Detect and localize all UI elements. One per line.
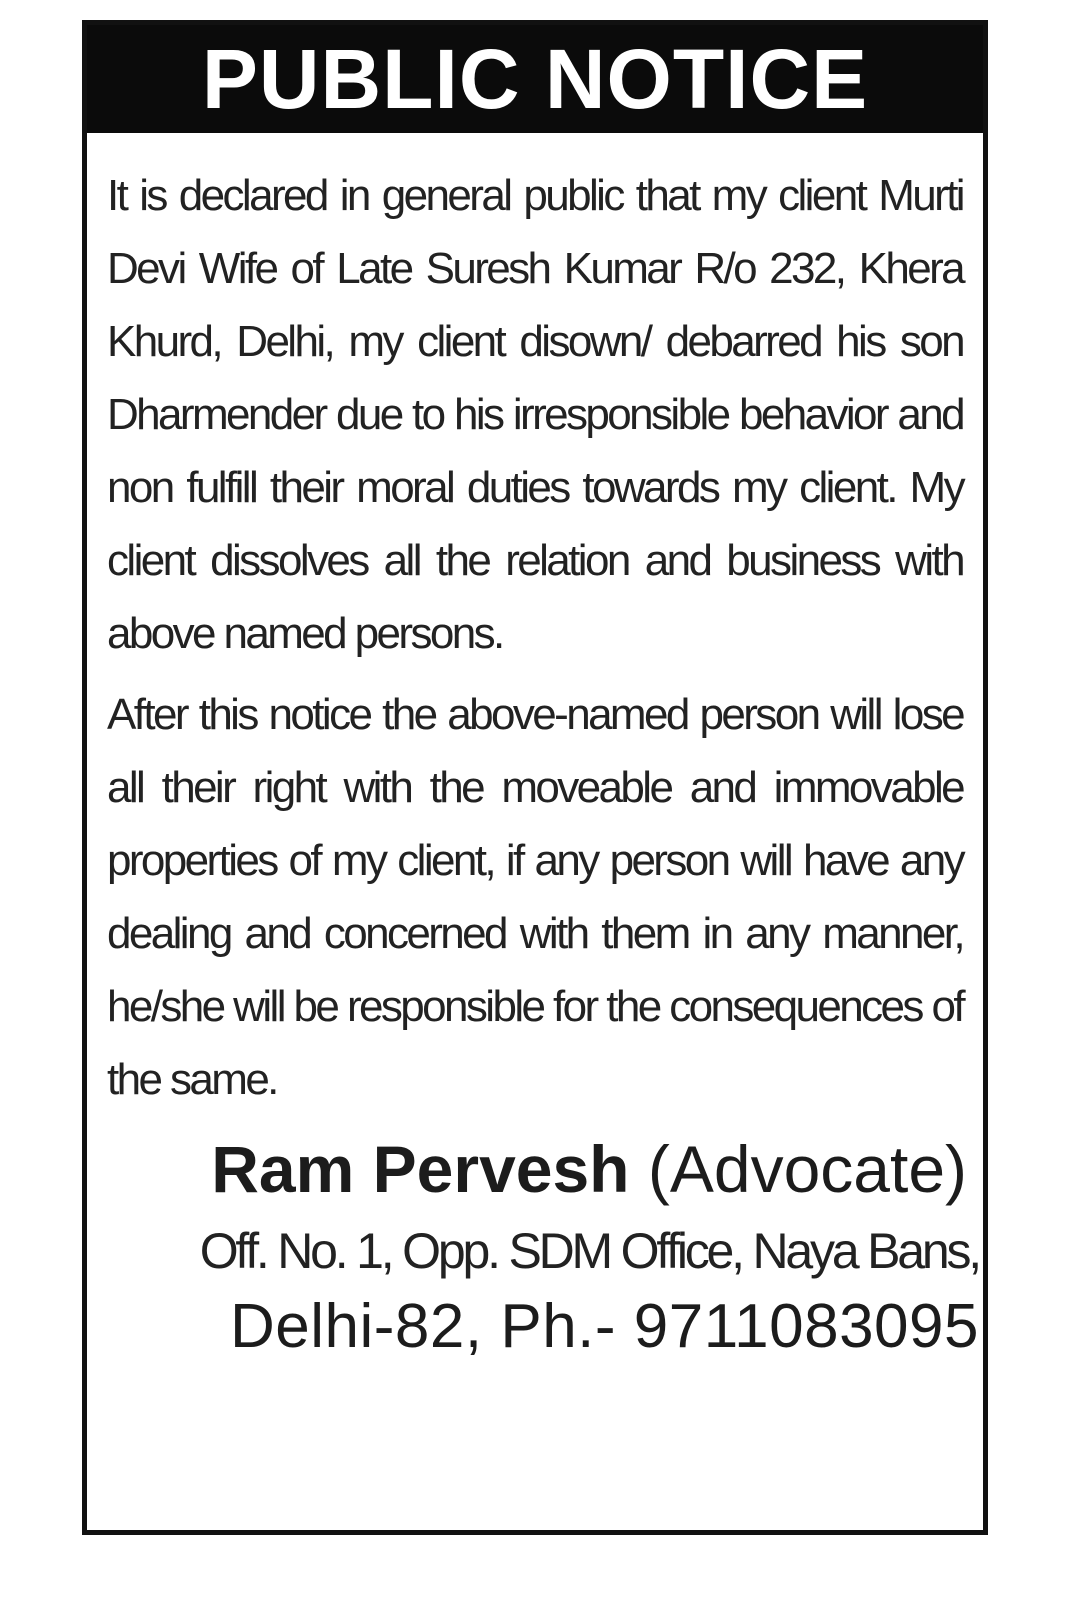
public-notice-box	[82, 20, 988, 1535]
advocate-phone: Delhi-82, Ph.- 9711083095	[230, 1292, 979, 1361]
advocate-name: Ram Pervesh	[211, 1132, 630, 1206]
signature-block	[87, 1116, 983, 1364]
notice-header	[87, 25, 983, 133]
signature-name-line	[107, 1126, 967, 1212]
advocate-address: Off. No. 1, Opp. SDM Office, Naya Bans,	[199, 1223, 979, 1279]
notice-paragraph-consequences: After this notice the above-named person will lose all their right with the moveable and immovable properties of my client, if any person will have any dealing and concerned with them in any manner, he/she will be responsible for the consequences of the same.	[107, 690, 963, 1104]
advocate-title: (Advocate)	[647, 1132, 967, 1206]
notice-paragraph-declaration: It is declared in general public that my client Murti Devi Wife of Late Suresh Kumar R/o 232, Khera Khurd, Delhi, my client disown/ debarred his son Dharmender due to his irresponsible behavior and non fulfill their moral duties towards my client. My client dissolves all the relation and business with above named persons.	[107, 171, 963, 658]
notice-body	[87, 133, 983, 1116]
notice-title: PUBLIC NOTICE	[201, 32, 869, 126]
